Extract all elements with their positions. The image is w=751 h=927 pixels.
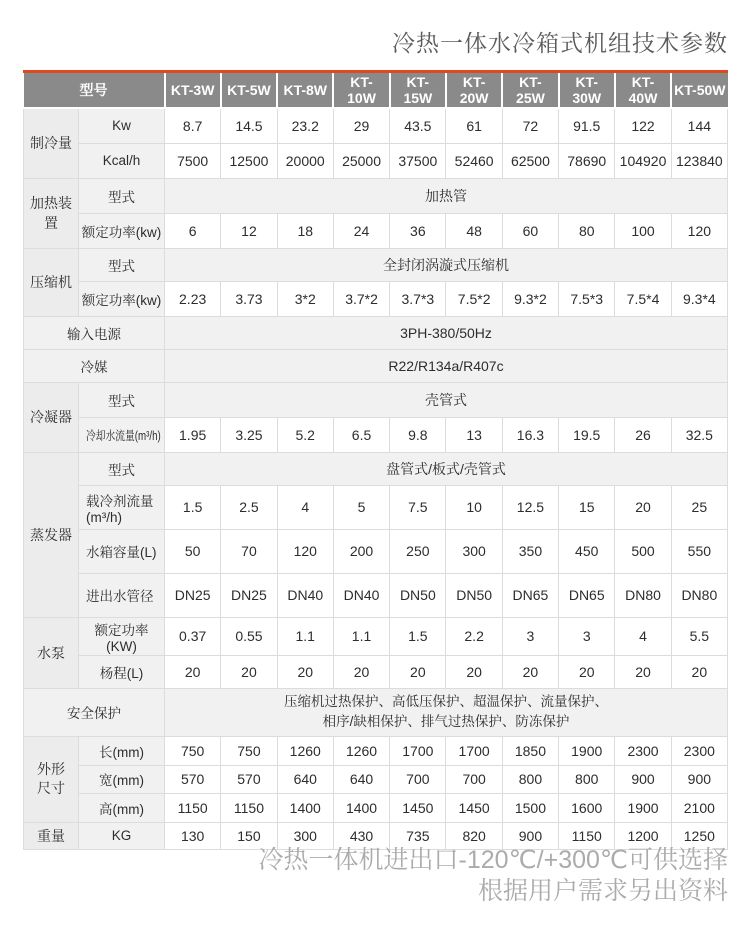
- heater-power-cell: 6: [165, 213, 221, 248]
- spec-table: [23, 73, 728, 850]
- table-row-cooling-kcal: [24, 143, 728, 178]
- pump-power-cell: 3: [502, 617, 558, 655]
- row-label-weight-unit: KG: [79, 822, 165, 849]
- pipe-diameter-cell: DN50: [446, 573, 502, 617]
- row-label-heater-type: 型式: [79, 178, 165, 213]
- tank-capacity-cell: 70: [221, 529, 277, 573]
- tank-capacity-cell: 300: [446, 529, 502, 573]
- refrigerant-value: R22/R134a/R407c: [165, 349, 728, 382]
- compressor-power-cell: 7.5*2: [446, 281, 502, 316]
- table-row-condenser-type: [24, 382, 728, 417]
- height-cell: 1150: [221, 793, 277, 822]
- cooling-kcal-cell: 12500: [221, 143, 277, 178]
- table-row-cooling-kw: [24, 108, 728, 143]
- width-cell: 640: [333, 765, 389, 793]
- heater-type-value: 加热管: [165, 178, 728, 213]
- compressor-power-cell: 3*2: [277, 281, 333, 316]
- pump-power-cell: 0.37: [165, 617, 221, 655]
- coolant-flow-cell: 10: [446, 485, 502, 529]
- pump-power-cell: 5.5: [671, 617, 727, 655]
- evaporator-type-value: 盘管式/板式/壳管式: [165, 452, 728, 485]
- pump-head-cell: 20: [333, 655, 389, 688]
- length-cell: 750: [165, 736, 221, 765]
- condenser-flow-cell: 6.5: [333, 417, 389, 452]
- heater-power-cell: 36: [390, 213, 446, 248]
- model-label-cell: 型号: [24, 73, 165, 108]
- compressor-power-cell: 3.73: [221, 281, 277, 316]
- cooling-kw-cell: 43.5: [390, 108, 446, 143]
- table-row-length: [24, 736, 728, 765]
- heater-power-cell: 18: [277, 213, 333, 248]
- cooling-kw-cell: 23.2: [277, 108, 333, 143]
- pump-head-cell: 20: [390, 655, 446, 688]
- weight-cell: 130: [165, 822, 221, 849]
- width-cell: 900: [615, 765, 671, 793]
- width-cell: 800: [559, 765, 615, 793]
- weight-cell: 1150: [559, 822, 615, 849]
- height-cell: 1400: [333, 793, 389, 822]
- length-cell: 1900: [559, 736, 615, 765]
- model-header-row: [24, 73, 728, 108]
- model-header-cell: KT-3W: [165, 73, 221, 108]
- condenser-type-value: 壳管式: [165, 382, 728, 417]
- tank-capacity-cell: 550: [671, 529, 727, 573]
- pipe-diameter-cell: DN50: [390, 573, 446, 617]
- compressor-power-cell: 9.3*2: [502, 281, 558, 316]
- weight-cell: 430: [333, 822, 389, 849]
- row-label-power-supply: 输入电源: [24, 316, 165, 349]
- length-cell: 1700: [390, 736, 446, 765]
- pump-head-cell: 20: [277, 655, 333, 688]
- model-header-cell: KT-8W: [277, 73, 333, 108]
- row-label-evaporator-type: 型式: [79, 452, 165, 485]
- pump-power-cell: 1.1: [333, 617, 389, 655]
- row-label-length: 长(mm): [79, 736, 165, 765]
- cooling-kcal-cell: 104920: [615, 143, 671, 178]
- table-row-tank-capacity: [24, 529, 728, 573]
- compressor-power-cell: 2.23: [165, 281, 221, 316]
- length-cell: 2300: [671, 736, 727, 765]
- page-title: 冷热一体水冷箱式机组技术参数: [392, 30, 728, 56]
- coolant-flow-cell: 4: [277, 485, 333, 529]
- cooling-kcal-cell: 123840: [671, 143, 727, 178]
- safety-line2: 相序/缺相保护、排气过热保护、防冻保护: [322, 714, 570, 729]
- width-cell: 700: [446, 765, 502, 793]
- table-row-width: [24, 765, 728, 793]
- height-cell: 2100: [671, 793, 727, 822]
- weight-cell: 735: [390, 822, 446, 849]
- height-cell: 1400: [277, 793, 333, 822]
- cooling-kcal-cell: 78690: [559, 143, 615, 178]
- category-heater: 加热装置: [24, 178, 79, 248]
- category-cooling-capacity: 制冷量: [24, 108, 79, 178]
- tank-capacity-cell: 120: [277, 529, 333, 573]
- coolant-flow-cell: 12.5: [502, 485, 558, 529]
- row-label-tank-capacity: 水箱容量(L): [79, 529, 165, 573]
- row-label-heater-power: 额定功率(kw): [79, 213, 165, 248]
- pump-head-cell: 20: [502, 655, 558, 688]
- coolant-flow-cell: 2.5: [221, 485, 277, 529]
- heater-power-cell: 12: [221, 213, 277, 248]
- table-row-compressor-type: [24, 248, 728, 281]
- width-cell: 700: [390, 765, 446, 793]
- condenser-flow-cell: 16.3: [502, 417, 558, 452]
- cooling-kw-cell: 29: [333, 108, 389, 143]
- coolant-flow-label-line1: 载冷剂流量: [86, 493, 154, 509]
- tank-capacity-cell: 50: [165, 529, 221, 573]
- model-header-cell: KT-15W: [390, 73, 446, 108]
- length-cell: 2300: [615, 736, 671, 765]
- cooling-kcal-cell: 52460: [446, 143, 502, 178]
- length-cell: 1260: [333, 736, 389, 765]
- pipe-diameter-cell: DN65: [559, 573, 615, 617]
- heater-power-cell: 48: [446, 213, 502, 248]
- model-header-cell: KT-5W: [221, 73, 277, 108]
- weight-cell: 820: [446, 822, 502, 849]
- tank-capacity-cell: 250: [390, 529, 446, 573]
- tank-capacity-cell: 350: [502, 529, 558, 573]
- coolant-flow-cell: 5: [333, 485, 389, 529]
- row-label-safety: 安全保护: [24, 688, 165, 736]
- model-header-cell: KT-25W: [502, 73, 558, 108]
- row-label-pipe-diameter: 进出水管径: [79, 573, 165, 617]
- compressor-power-cell: 3.7*3: [390, 281, 446, 316]
- pump-power-cell: 3: [559, 617, 615, 655]
- cooling-kcal-cell: 25000: [333, 143, 389, 178]
- coolant-flow-cell: 20: [615, 485, 671, 529]
- model-header-cell: KT-40W: [615, 73, 671, 108]
- table-row-pump-head: [24, 655, 728, 688]
- heater-power-cell: 100: [615, 213, 671, 248]
- coolant-flow-cell: 15: [559, 485, 615, 529]
- table-row-compressor-power: [24, 281, 728, 316]
- model-header-cell: KT-20W: [446, 73, 502, 108]
- row-label-condenser-flow: [79, 417, 165, 452]
- footer-line1: 冷热一体机进出口-120℃/+300℃可供选择: [258, 846, 728, 874]
- cooling-kcal-cell: 37500: [390, 143, 446, 178]
- heater-power-cell: 60: [502, 213, 558, 248]
- length-cell: 1260: [277, 736, 333, 765]
- height-cell: 1450: [446, 793, 502, 822]
- pipe-diameter-cell: DN25: [221, 573, 277, 617]
- safety-protection-value: [165, 688, 728, 736]
- table-row-power-supply: [24, 316, 728, 349]
- category-dimensions: [24, 736, 79, 822]
- width-cell: 570: [221, 765, 277, 793]
- row-label-kw: Kw: [79, 108, 165, 143]
- heater-power-cell: 120: [671, 213, 727, 248]
- length-cell: 1850: [502, 736, 558, 765]
- row-label-condenser-type: 型式: [79, 382, 165, 417]
- width-cell: 640: [277, 765, 333, 793]
- table-row-heater-type: [24, 178, 728, 213]
- cooling-kw-cell: 14.5: [221, 108, 277, 143]
- category-evaporator: 蒸发器: [24, 452, 79, 617]
- footer-line2: 根据用户需求另出资料: [477, 877, 728, 905]
- row-label-width: 宽(mm): [79, 765, 165, 793]
- cooling-kcal-cell: 62500: [502, 143, 558, 178]
- row-label-compressor-type: 型式: [79, 248, 165, 281]
- compressor-power-cell: 7.5*4: [615, 281, 671, 316]
- footer-note: [259, 845, 728, 907]
- cooling-kw-cell: 61: [446, 108, 502, 143]
- height-cell: 1900: [615, 793, 671, 822]
- pump-head-cell: 20: [671, 655, 727, 688]
- pump-power-cell: 1.5: [390, 617, 446, 655]
- width-cell: 800: [502, 765, 558, 793]
- row-label-pump-head: 杨程(L): [79, 655, 165, 688]
- tank-capacity-cell: 450: [559, 529, 615, 573]
- height-cell: 1150: [165, 793, 221, 822]
- pump-head-cell: 20: [221, 655, 277, 688]
- cooling-kcal-cell: 20000: [277, 143, 333, 178]
- model-header-cell: KT-50W: [671, 73, 727, 108]
- row-label-kcal: Kcal/h: [79, 143, 165, 178]
- condenser-flow-label: 冷却水流量(m³/h): [86, 428, 161, 443]
- height-cell: 1600: [559, 793, 615, 822]
- cooling-kcal-cell: 7500: [165, 143, 221, 178]
- coolant-flow-cell: 1.5: [165, 485, 221, 529]
- row-label-compressor-power: 额定功率(kw): [79, 281, 165, 316]
- tank-capacity-cell: 500: [615, 529, 671, 573]
- compressor-power-cell: 7.5*3: [559, 281, 615, 316]
- weight-cell: 1200: [615, 822, 671, 849]
- tank-capacity-cell: 200: [333, 529, 389, 573]
- cooling-kw-cell: 91.5: [559, 108, 615, 143]
- table-row-height: [24, 793, 728, 822]
- condenser-flow-cell: 26: [615, 417, 671, 452]
- pipe-diameter-cell: DN40: [277, 573, 333, 617]
- coolant-flow-cell: 25: [671, 485, 727, 529]
- pump-power-cell: 2.2: [446, 617, 502, 655]
- cooling-kw-cell: 8.7: [165, 108, 221, 143]
- pump-head-cell: 20: [559, 655, 615, 688]
- pump-head-cell: 20: [615, 655, 671, 688]
- width-cell: 900: [671, 765, 727, 793]
- compressor-power-cell: 3.7*2: [333, 281, 389, 316]
- row-label-refrigerant: 冷媒: [24, 349, 165, 382]
- table-row-safety: [24, 688, 728, 736]
- power-supply-value: 3PH-380/50Hz: [165, 316, 728, 349]
- spec-table-container: [23, 70, 728, 850]
- pipe-diameter-cell: DN80: [671, 573, 727, 617]
- condenser-flow-cell: 3.25: [221, 417, 277, 452]
- pump-power-cell: 1.1: [277, 617, 333, 655]
- dimensions-label: 外形尺寸: [36, 761, 65, 796]
- pump-head-cell: 20: [165, 655, 221, 688]
- weight-cell: 1250: [671, 822, 727, 849]
- condenser-flow-cell: 5.2: [277, 417, 333, 452]
- weight-cell: 300: [277, 822, 333, 849]
- table-row-coolant-flow: [24, 485, 728, 529]
- table-row-heater-power: [24, 213, 728, 248]
- cooling-kw-cell: 122: [615, 108, 671, 143]
- model-header-cell: KT-30W: [559, 73, 615, 108]
- pump-head-cell: 20: [446, 655, 502, 688]
- pump-power-cell: 0.55: [221, 617, 277, 655]
- category-compressor: 压缩机: [24, 248, 79, 316]
- table-row-pump-power: [24, 617, 728, 655]
- condenser-flow-cell: 13: [446, 417, 502, 452]
- width-cell: 570: [165, 765, 221, 793]
- pipe-diameter-cell: DN65: [502, 573, 558, 617]
- table-row-evaporator-type: [24, 452, 728, 485]
- pipe-diameter-cell: DN40: [333, 573, 389, 617]
- row-label-height: 高(mm): [79, 793, 165, 822]
- table-row-pipe-diameter: [24, 573, 728, 617]
- category-condenser: 冷凝器: [24, 382, 79, 452]
- pipe-diameter-cell: DN25: [165, 573, 221, 617]
- weight-cell: 900: [502, 822, 558, 849]
- compressor-power-cell: 9.3*4: [671, 281, 727, 316]
- height-cell: 1450: [390, 793, 446, 822]
- cooling-kw-cell: 72: [502, 108, 558, 143]
- condenser-flow-cell: 9.8: [390, 417, 446, 452]
- table-row-condenser-flow: [24, 417, 728, 452]
- height-cell: 1500: [502, 793, 558, 822]
- model-header-cell: KT-10W: [333, 73, 389, 108]
- heater-power-cell: 80: [559, 213, 615, 248]
- length-cell: 1700: [446, 736, 502, 765]
- cooling-kw-cell: 144: [671, 108, 727, 143]
- condenser-flow-cell: 19.5: [559, 417, 615, 452]
- row-label-pump-power: 额定功率(KW): [79, 617, 165, 655]
- heater-power-cell: 24: [333, 213, 389, 248]
- pump-power-cell: 4: [615, 617, 671, 655]
- coolant-flow-cell: 7.5: [390, 485, 446, 529]
- length-cell: 750: [221, 736, 277, 765]
- pipe-diameter-cell: DN80: [615, 573, 671, 617]
- compressor-type-value: 全封闭涡漩式压缩机: [165, 248, 728, 281]
- row-label-coolant-flow: [79, 485, 165, 529]
- category-pump: 水泵: [24, 617, 79, 688]
- condenser-flow-cell: 32.5: [671, 417, 727, 452]
- condenser-flow-cell: 1.95: [165, 417, 221, 452]
- coolant-flow-label-line2: (m³/h): [86, 509, 122, 525]
- safety-line1: 压缩机过热保护、高低压保护、超温保护、流量保护、: [284, 693, 608, 709]
- table-row-refrigerant: [24, 349, 728, 382]
- weight-cell: 150: [221, 822, 277, 849]
- category-weight: 重量: [24, 822, 79, 849]
